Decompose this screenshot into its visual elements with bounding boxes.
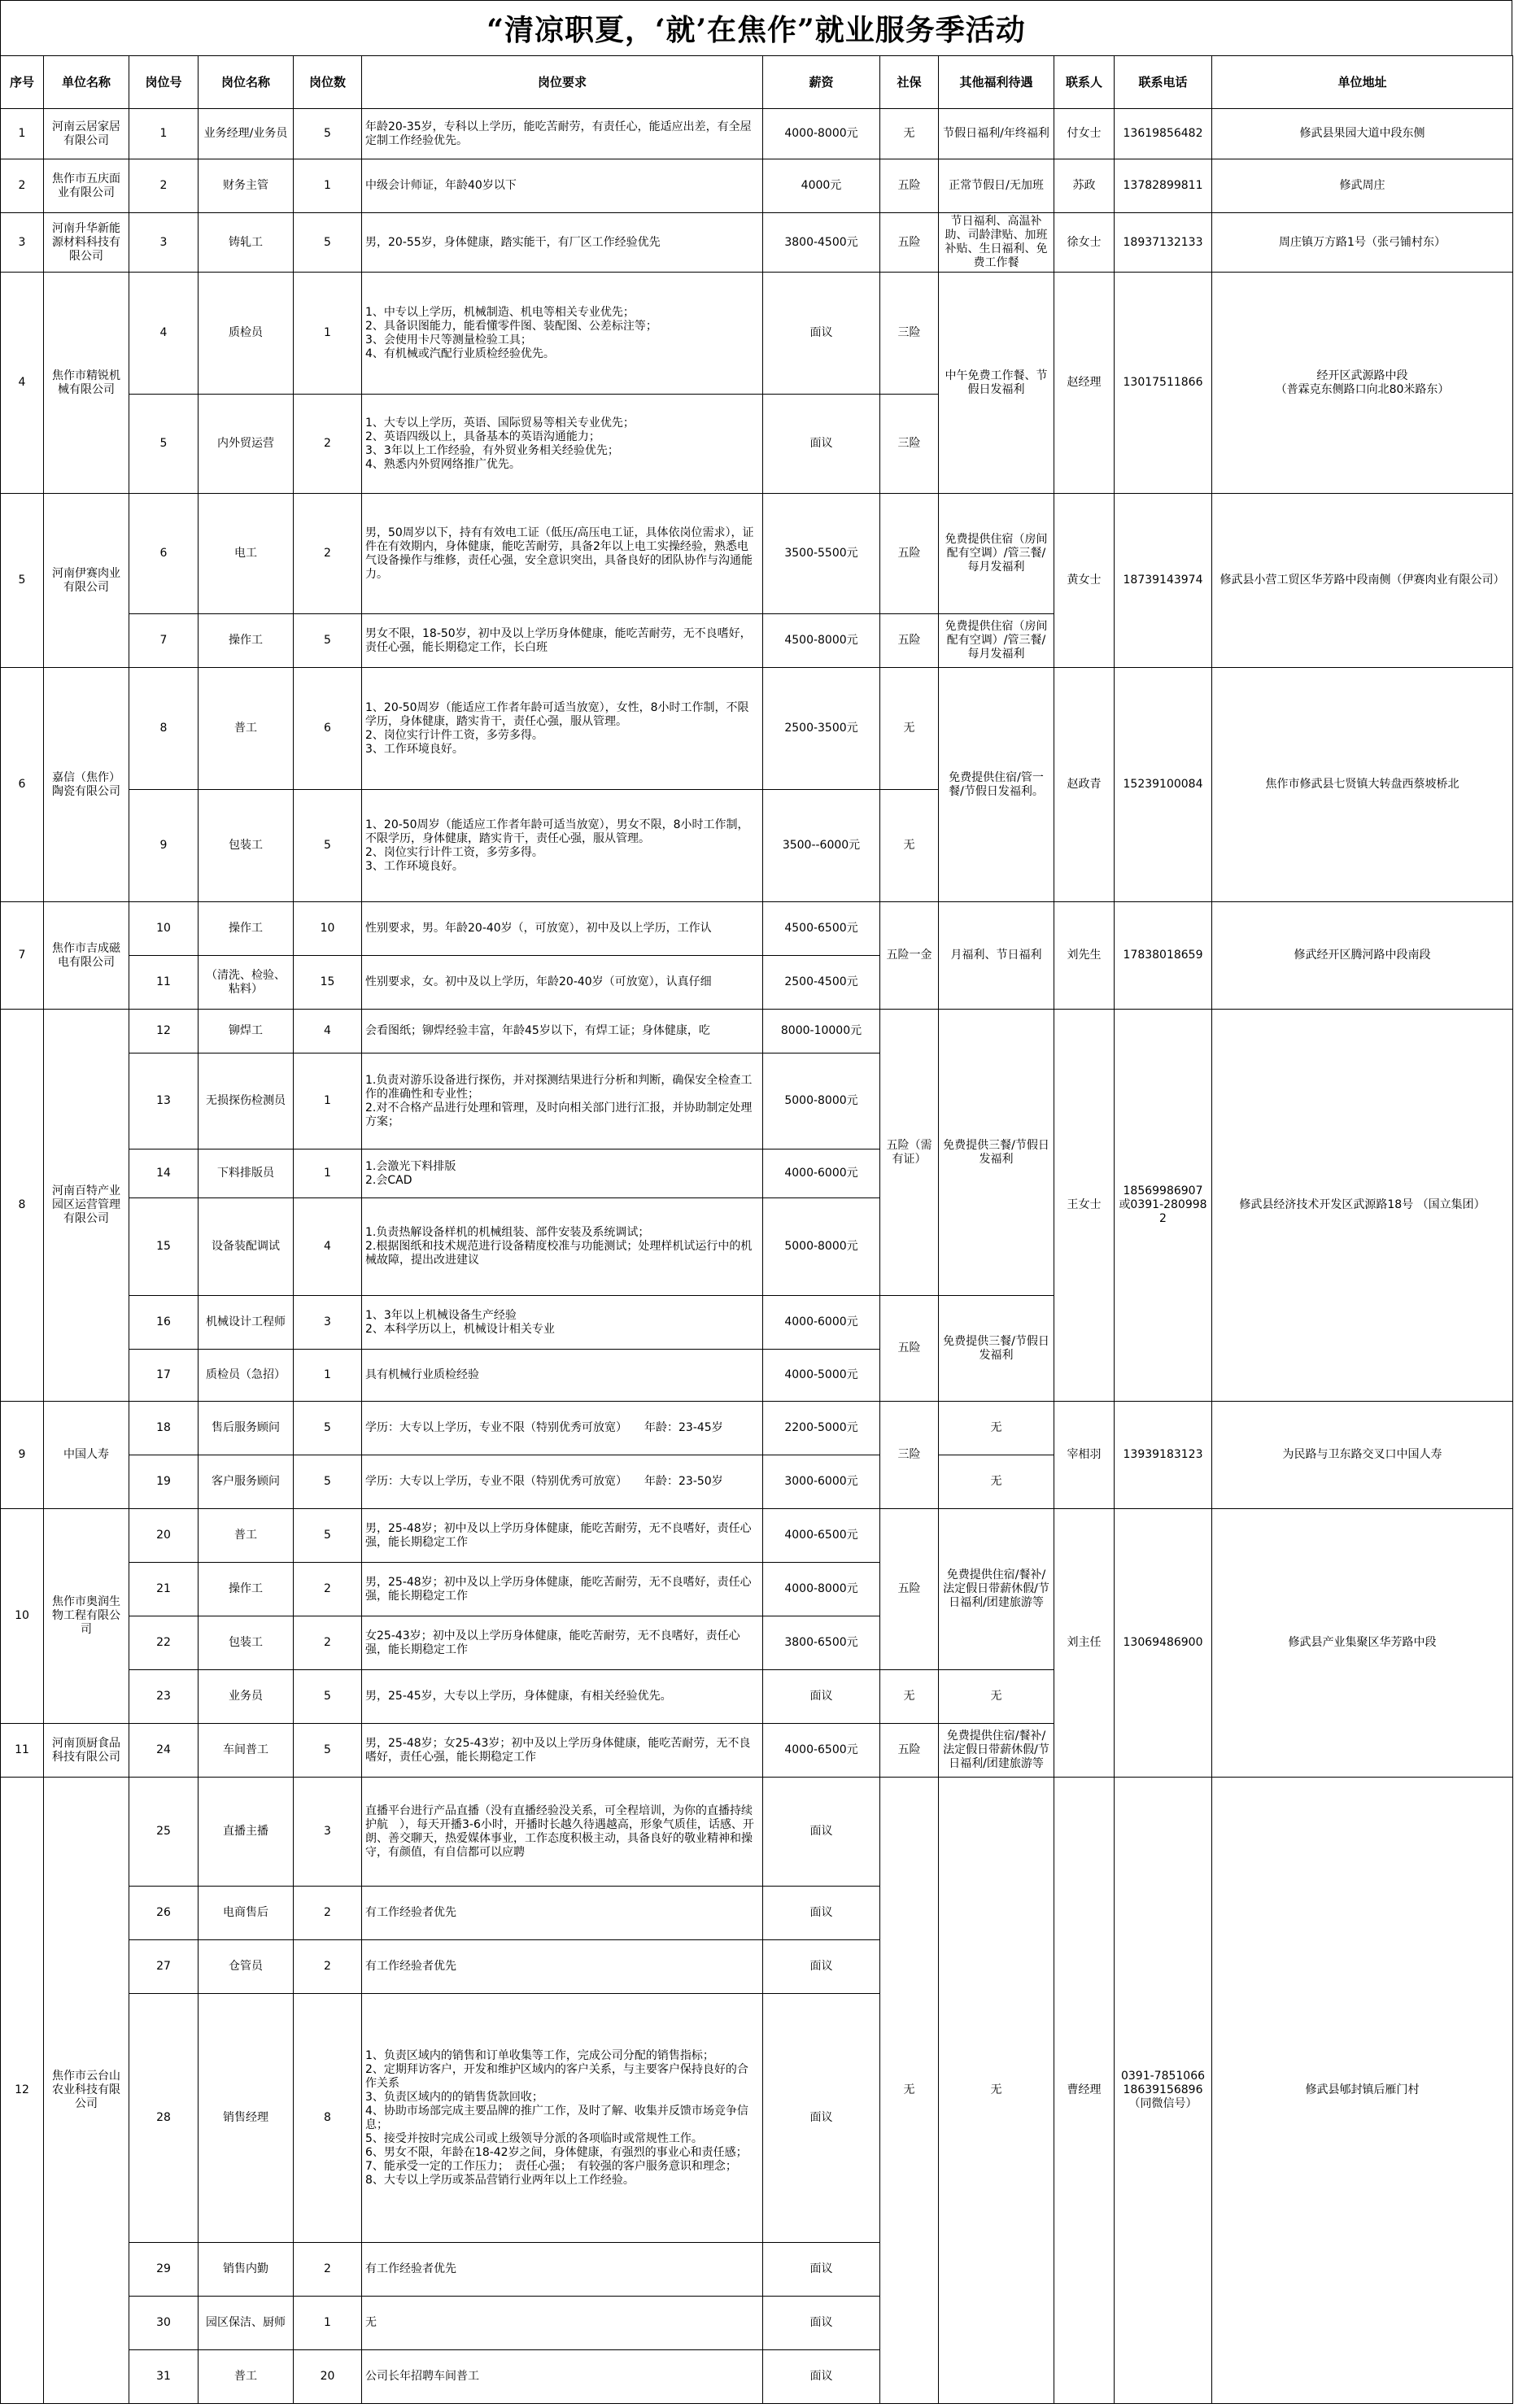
company-address: 修武县果园大道中段东侧 bbox=[1212, 109, 1513, 159]
job-salary: 面议 bbox=[763, 1670, 880, 1724]
job-salary: 3800-4500元 bbox=[763, 213, 880, 273]
job-title: 客户服务顾问 bbox=[199, 1455, 294, 1509]
job-requirement: 男，20-55岁，身体健康，踏实能干，有厂区工作经验优先 bbox=[362, 213, 763, 273]
job-requirement: 男，25-48岁；初中及以上学历身体健康，能吃苦耐劳，无不良嗜好，责任心强，能长期稳定工作 bbox=[362, 1563, 763, 1616]
job-id: 14 bbox=[129, 1149, 199, 1198]
company-no: 8 bbox=[1, 1010, 44, 1402]
job-requirement: 男女不限，18-50岁，初中及以上学历身体健康，能吃苦耐劳，无不良嗜好，责任心强，能长期稳定工作，长白班 bbox=[362, 614, 763, 668]
job-count: 10 bbox=[294, 902, 362, 956]
company-no: 7 bbox=[1, 902, 44, 1010]
header-cell: 单位地址 bbox=[1212, 56, 1513, 109]
company-address: 修武县小营工贸区华芳路中段南侧（伊赛肉业有限公司） bbox=[1212, 494, 1513, 668]
job-benefits: 无 bbox=[939, 1402, 1054, 1455]
job-id: 29 bbox=[129, 2243, 199, 2297]
company-address: 焦作市修武县七贤镇大转盘西蔡坡桥北 bbox=[1212, 668, 1513, 902]
job-benefits: 免费提供三餐/节假日发福利 bbox=[939, 1296, 1054, 1402]
page-title: “清凉职夏，‘就’在焦作”就业服务季活动 bbox=[0, 0, 1512, 56]
contact-phone: 17838018659 bbox=[1115, 902, 1212, 1010]
header-cell: 联系人 bbox=[1054, 56, 1115, 109]
job-salary: 4000-6500元 bbox=[763, 1724, 880, 1778]
job-title: 铆焊工 bbox=[199, 1010, 294, 1054]
contact-name: 徐女士 bbox=[1054, 213, 1115, 273]
company-name: 焦作市云台山农业科技有限公司 bbox=[44, 1778, 129, 2404]
header-cell: 单位名称 bbox=[44, 56, 129, 109]
job-social: 三险 bbox=[880, 1402, 939, 1509]
table-row bbox=[1, 213, 1513, 273]
company-address: 修武县经济技术开发区武源路18号 （国立集团） bbox=[1212, 1010, 1513, 1402]
company-address: 经开区武源路中段 （普霖克东侧路口向北80米路东） bbox=[1212, 273, 1513, 494]
job-requirement: 有工作经验者优先 bbox=[362, 2243, 763, 2297]
job-count: 1 bbox=[294, 273, 362, 395]
job-count: 2 bbox=[294, 1940, 362, 1994]
job-title: 销售内勤 bbox=[199, 2243, 294, 2297]
job-requirement: 具有机械行业质检经验 bbox=[362, 1350, 763, 1402]
job-salary: 面议 bbox=[763, 273, 880, 395]
job-title: 车间普工 bbox=[199, 1724, 294, 1778]
job-id: 26 bbox=[129, 1887, 199, 1940]
job-count: 5 bbox=[294, 213, 362, 273]
job-title: 质检员 bbox=[199, 273, 294, 395]
job-title: 质检员（急招） bbox=[199, 1350, 294, 1402]
job-title: 机械设计工程师 bbox=[199, 1296, 294, 1350]
company-no: 5 bbox=[1, 494, 44, 668]
job-benefits: 免费提供住宿（房间配有空调）/管三餐/每月发福利 bbox=[939, 494, 1054, 614]
table-row bbox=[1, 902, 1513, 956]
job-title: （清洗、检验、粘料） bbox=[199, 956, 294, 1010]
company-no: 1 bbox=[1, 109, 44, 159]
job-requirement: 性别要求，女。初中及以上学历，年龄20-40岁（可放宽），认真仔细 bbox=[362, 956, 763, 1010]
job-title: 内外贸运营 bbox=[199, 395, 294, 494]
job-id: 10 bbox=[129, 902, 199, 956]
job-id: 20 bbox=[129, 1509, 199, 1563]
job-count: 1 bbox=[294, 1149, 362, 1198]
table-row bbox=[1, 494, 1513, 614]
contact-name: 曹经理 bbox=[1054, 1778, 1115, 2404]
company-address: 修武县产业集聚区华芳路中段 bbox=[1212, 1509, 1513, 1778]
job-social: 五险 bbox=[880, 614, 939, 668]
job-benefits: 免费提供住宿/管一餐/节假日发福利。 bbox=[939, 668, 1054, 902]
company-name: 中国人寿 bbox=[44, 1402, 129, 1509]
job-title: 园区保洁、厨师 bbox=[199, 2297, 294, 2350]
contact-name: 苏政 bbox=[1054, 159, 1115, 213]
job-benefits: 节日福利、高温补助、司龄津贴、加班补贴、生日福利、免费工作餐 bbox=[939, 213, 1054, 273]
job-salary: 5000-8000元 bbox=[763, 1198, 880, 1296]
company-no: 3 bbox=[1, 213, 44, 273]
job-salary: 8000-10000元 bbox=[763, 1010, 880, 1054]
header-cell: 岗位名称 bbox=[199, 56, 294, 109]
job-title: 电商售后 bbox=[199, 1887, 294, 1940]
job-salary: 3000-6000元 bbox=[763, 1455, 880, 1509]
job-count: 1 bbox=[294, 1054, 362, 1149]
job-social: 五险 bbox=[880, 159, 939, 213]
job-salary: 面议 bbox=[763, 1940, 880, 1994]
company-name: 焦作市吉成磁电有限公司 bbox=[44, 902, 129, 1010]
job-id: 4 bbox=[129, 273, 199, 395]
job-social: 无 bbox=[880, 790, 939, 902]
job-requirement: 中级会计师证，年龄40岁以下 bbox=[362, 159, 763, 213]
job-social: 三险 bbox=[880, 395, 939, 494]
company-name: 嘉信（焦作）陶瓷有限公司 bbox=[44, 668, 129, 902]
job-count: 2 bbox=[294, 1563, 362, 1616]
job-salary: 面议 bbox=[763, 1887, 880, 1940]
job-count: 5 bbox=[294, 790, 362, 902]
job-benefits: 免费提供三餐/节假日发福利 bbox=[939, 1010, 1054, 1296]
job-requirement: 学历：大专以上学历，专业不限（特别优秀可放宽） 年龄：23-50岁 bbox=[362, 1455, 763, 1509]
job-salary: 4000-8000元 bbox=[763, 109, 880, 159]
table-row bbox=[1, 159, 1513, 213]
contact-phone: 18569986907或0391-2809982 bbox=[1115, 1010, 1212, 1402]
job-salary: 4500-6500元 bbox=[763, 902, 880, 956]
table-row bbox=[1, 273, 1513, 395]
contact-phone: 13939183123 bbox=[1115, 1402, 1212, 1509]
job-title: 无损探伤检测员 bbox=[199, 1054, 294, 1149]
job-salary: 面议 bbox=[763, 2297, 880, 2350]
job-benefits: 免费提供住宿/餐补/法定假日带薪休假/节日福利/团建旅游等 bbox=[939, 1724, 1054, 1778]
job-count: 4 bbox=[294, 1198, 362, 1296]
job-id: 11 bbox=[129, 956, 199, 1010]
job-requirement: 1、中专以上学历，机械制造、机电等相关专业优先； 2、具备识图能力，能看懂零件图、装配图、公差标注等； 3、会使用卡尺等测量检验工具； 4、有机械或汽配行业质检经验优先。 bbox=[362, 273, 763, 395]
company-name: 河南伊赛肉业有限公司 bbox=[44, 494, 129, 668]
job-requirement: 男，25-45岁，大专以上学历，身体健康，有相关经验优先。 bbox=[362, 1670, 763, 1724]
job-requirement: 女25-43岁；初中及以上学历身体健康，能吃苦耐劳，无不良嗜好，责任心强，能长期稳定工作 bbox=[362, 1616, 763, 1670]
job-salary: 4000-6500元 bbox=[763, 1509, 880, 1563]
job-count: 2 bbox=[294, 494, 362, 614]
company-address: 修武县郇封镇后雁门村 bbox=[1212, 1778, 1513, 2404]
job-id: 17 bbox=[129, 1350, 199, 1402]
job-id: 1 bbox=[129, 109, 199, 159]
job-count: 5 bbox=[294, 614, 362, 668]
job-count: 1 bbox=[294, 159, 362, 213]
job-salary: 3500--6000元 bbox=[763, 790, 880, 902]
job-benefits: 节假日福利/年终福利 bbox=[939, 109, 1054, 159]
job-id: 19 bbox=[129, 1455, 199, 1509]
job-requirement: 1、20-50周岁（能适应工作者年龄可适当放宽），男女不限，8小时工作制，不限学历，身体健康，踏实肯干，责任心强，服从管理。 2、岗位实行计件工资，多劳多得。 3、工作环境良好。 bbox=[362, 790, 763, 902]
job-title: 设备装配调试 bbox=[199, 1198, 294, 1296]
job-salary: 面议 bbox=[763, 2243, 880, 2297]
contact-name: 刘先生 bbox=[1054, 902, 1115, 1010]
contact-name: 王女士 bbox=[1054, 1010, 1115, 1402]
header-cell: 联系电话 bbox=[1115, 56, 1212, 109]
job-salary: 2500-4500元 bbox=[763, 956, 880, 1010]
job-benefits: 免费提供住宿/餐补/法定假日带薪休假/节日福利/团建旅游等 bbox=[939, 1509, 1054, 1670]
job-requirement: 1、20-50周岁（能适应工作者年龄可适当放宽），女性，8小时工作制，不限学历，身体健康，踏实肯干，责任心强，服从管理。 2、岗位实行计件工资，多劳多得。 3、工作环境良好。 bbox=[362, 668, 763, 790]
contact-name: 付女士 bbox=[1054, 109, 1115, 159]
job-id: 8 bbox=[129, 668, 199, 790]
job-count: 5 bbox=[294, 109, 362, 159]
company-name: 河南云居家居有限公司 bbox=[44, 109, 129, 159]
contact-phone: 18739143974 bbox=[1115, 494, 1212, 668]
company-no: 2 bbox=[1, 159, 44, 213]
table-row bbox=[1, 1778, 1513, 1887]
job-id: 23 bbox=[129, 1670, 199, 1724]
job-title: 销售经理 bbox=[199, 1994, 294, 2243]
job-requirement: 1.会激光下料排版 2.会CAD bbox=[362, 1149, 763, 1198]
job-id: 25 bbox=[129, 1778, 199, 1887]
job-salary: 4000-5000元 bbox=[763, 1350, 880, 1402]
company-no: 11 bbox=[1, 1724, 44, 1778]
job-benefits: 中午免费工作餐、节假日发福利 bbox=[939, 273, 1054, 494]
company-address: 修武经开区腾河路中段南段 bbox=[1212, 902, 1513, 1010]
job-id: 9 bbox=[129, 790, 199, 902]
job-requirement: 性别要求，男。年龄20-40岁（，可放宽），初中及以上学历，工作认 bbox=[362, 902, 763, 956]
company-name: 焦作市奥润生物工程有限公司 bbox=[44, 1509, 129, 1724]
job-title: 直播主播 bbox=[199, 1778, 294, 1887]
job-salary: 面议 bbox=[763, 1778, 880, 1887]
company-address: 修武周庄 bbox=[1212, 159, 1513, 213]
contact-name: 赵经理 bbox=[1054, 273, 1115, 494]
contact-phone: 13619856482 bbox=[1115, 109, 1212, 159]
job-requirement: 无 bbox=[362, 2297, 763, 2350]
job-requirement: 1、大专以上学历，英语、国际贸易等相关专业优先； 2、英语四级以上，具备基本的英语沟通能力； 3、3年以上工作经验，有外贸业务相关经验优先； 4、熟悉内外贸网络推广优先。 bbox=[362, 395, 763, 494]
job-id: 16 bbox=[129, 1296, 199, 1350]
job-count: 5 bbox=[294, 1402, 362, 1455]
job-id: 13 bbox=[129, 1054, 199, 1149]
job-social: 五险 bbox=[880, 1724, 939, 1778]
company-no: 10 bbox=[1, 1509, 44, 1724]
job-count: 4 bbox=[294, 1010, 362, 1054]
contact-name: 宰相羽 bbox=[1054, 1402, 1115, 1509]
job-benefits: 无 bbox=[939, 1778, 1054, 2404]
job-title: 下料排版员 bbox=[199, 1149, 294, 1198]
job-count: 8 bbox=[294, 1994, 362, 2243]
job-requirement: 男，25-48岁；女25-43岁；初中及以上学历身体健康，能吃苦耐劳，无不良嗜好，责任心强，能长期稳定工作 bbox=[362, 1724, 763, 1778]
header-row bbox=[1, 56, 1513, 109]
job-title: 包装工 bbox=[199, 790, 294, 902]
header-cell: 岗位数 bbox=[294, 56, 362, 109]
job-id: 27 bbox=[129, 1940, 199, 1994]
table-row bbox=[1, 1010, 1513, 1054]
job-salary: 面议 bbox=[763, 2350, 880, 2404]
job-id: 28 bbox=[129, 1994, 199, 2243]
job-count: 5 bbox=[294, 1455, 362, 1509]
job-count: 20 bbox=[294, 2350, 362, 2404]
job-count: 2 bbox=[294, 1616, 362, 1670]
job-requirement: 1、负责区域内的销售和订单收集等工作，完成公司分配的销售指标； 2、定期拜访客户，开发和维护区域内的客户关系，与主要客户保持良好的合作关系 3、负责区域内的的销售货款回收； 4、协助市场部完成主要品牌的推广工作，及时了解、收集并反馈市场竞争信息； 5、接受并按时完成公司或上级领导分派的各项临时或常规性工作。 6、男女不限，年龄在18-42岁之间，身体健康，有强烈的事业心和责任感； 7、能承受一定的工作压力； 责任心强； 有较强的客户服务意识和理念； 8、大专以上学历或茶品营销行业两年以上工作经验。 bbox=[362, 1994, 763, 2243]
company-name: 河南升华新能源材料科技有限公司 bbox=[44, 213, 129, 273]
contact-name: 刘主任 bbox=[1054, 1509, 1115, 1778]
job-id: 18 bbox=[129, 1402, 199, 1455]
job-social: 五险 bbox=[880, 1296, 939, 1402]
job-requirement: 有工作经验者优先 bbox=[362, 1887, 763, 1940]
job-social: 五险（需有证） bbox=[880, 1010, 939, 1296]
job-id: 3 bbox=[129, 213, 199, 273]
job-title: 操作工 bbox=[199, 902, 294, 956]
contact-phone: 13069486900 bbox=[1115, 1509, 1212, 1778]
job-salary: 5000-8000元 bbox=[763, 1054, 880, 1149]
company-no: 4 bbox=[1, 273, 44, 494]
job-salary: 4500-8000元 bbox=[763, 614, 880, 668]
company-name: 河南百特产业园区运营管理有限公司 bbox=[44, 1010, 129, 1402]
header-cell: 岗位要求 bbox=[362, 56, 763, 109]
header-cell: 岗位号 bbox=[129, 56, 199, 109]
job-social: 无 bbox=[880, 1778, 939, 2404]
job-title: 操作工 bbox=[199, 1563, 294, 1616]
table-row bbox=[1, 1509, 1513, 1563]
job-benefits: 月福利、节日福利 bbox=[939, 902, 1054, 1010]
company-no: 12 bbox=[1, 1778, 44, 2404]
job-social: 五险一金 bbox=[880, 902, 939, 1010]
job-salary: 3800-6500元 bbox=[763, 1616, 880, 1670]
job-requirement: 公司长年招聘车间普工 bbox=[362, 2350, 763, 2404]
company-address: 为民路与卫东路交叉口中国人寿 bbox=[1212, 1402, 1513, 1509]
job-count: 5 bbox=[294, 1724, 362, 1778]
job-requirement: 男，25-48岁；初中及以上学历身体健康，能吃苦耐劳，无不良嗜好，责任心强，能长期稳定工作 bbox=[362, 1509, 763, 1563]
job-id: 15 bbox=[129, 1198, 199, 1296]
job-requirement: 直播平台进行产品直播（没有直播经验没关系，可全程培训，为你的直播持续护航 ），每天开播3-6小时，开播时长越久待遇越高，形象气质佳，话感、开朗、善交聊天，热爱媒体事业，工作态度积极主动，具备良好的敬业精神和操守，有颜值，有自信都可以应聘 bbox=[362, 1778, 763, 1887]
job-social: 五险 bbox=[880, 213, 939, 273]
job-count: 1 bbox=[294, 2297, 362, 2350]
job-title: 普工 bbox=[199, 1509, 294, 1563]
job-requirement: 学历：大专以上学历，专业不限（特别优秀可放宽） 年龄：23-45岁 bbox=[362, 1402, 763, 1455]
table-row bbox=[1, 1402, 1513, 1455]
job-salary: 面议 bbox=[763, 395, 880, 494]
job-count: 1 bbox=[294, 1350, 362, 1402]
jobs-table bbox=[0, 55, 1513, 2404]
job-count: 5 bbox=[294, 1670, 362, 1724]
contact-name: 赵政青 bbox=[1054, 668, 1115, 902]
job-count: 5 bbox=[294, 1509, 362, 1563]
job-salary: 2500-3500元 bbox=[763, 668, 880, 790]
job-title: 电工 bbox=[199, 494, 294, 614]
job-id: 5 bbox=[129, 395, 199, 494]
company-no: 9 bbox=[1, 1402, 44, 1509]
contact-phone: 0391-7851066 18639156896（同微信号） bbox=[1115, 1778, 1212, 2404]
job-count: 2 bbox=[294, 2243, 362, 2297]
job-id: 21 bbox=[129, 1563, 199, 1616]
contact-phone: 18937132133 bbox=[1115, 213, 1212, 273]
job-requirement: 男，50周岁以下，持有有效电工证（低压/高压电工证，具体依岗位需求），证件在有效期内，身体健康，能吃苦耐劳，具备2年以上电工实操经验，熟悉电气设备操作与维修，责任心强，安全意识突出，具备良好的团队协作与沟通能力。 bbox=[362, 494, 763, 614]
job-title: 操作工 bbox=[199, 614, 294, 668]
company-name: 河南顶厨食品科技有限公司 bbox=[44, 1724, 129, 1778]
job-title: 铸轧工 bbox=[199, 213, 294, 273]
job-title: 业务员 bbox=[199, 1670, 294, 1724]
job-id: 2 bbox=[129, 159, 199, 213]
table-row bbox=[1, 668, 1513, 790]
job-count: 3 bbox=[294, 1778, 362, 1887]
job-count: 15 bbox=[294, 956, 362, 1010]
job-title: 普工 bbox=[199, 668, 294, 790]
job-social: 五险 bbox=[880, 494, 939, 614]
job-requirement: 年龄20-35岁，专科以上学历，能吃苦耐劳，有责任心，能适应出差，有全屋定制工作经验优先。 bbox=[362, 109, 763, 159]
header-cell: 其他福利待遇 bbox=[939, 56, 1054, 109]
job-requirement: 1.负责对游乐设备进行探伤，并对探测结果进行分析和判断，确保安全检查工作的准确性和专业性； 2.对不合格产品进行处理和管理，及时向相关部门进行汇报，并协助制定处理方案； bbox=[362, 1054, 763, 1149]
contact-name: 黄女士 bbox=[1054, 494, 1115, 668]
job-title: 业务经理/业务员 bbox=[199, 109, 294, 159]
job-requirement: 1.负责热解设备样机的机械组装、部件安装及系统调试； 2.根据图纸和技术规范进行设备精度校准与功能测试；处理样机试运行中的机械故障，提出改进建议 bbox=[362, 1198, 763, 1296]
job-title: 包装工 bbox=[199, 1616, 294, 1670]
job-id: 22 bbox=[129, 1616, 199, 1670]
job-benefits: 无 bbox=[939, 1670, 1054, 1724]
job-id: 7 bbox=[129, 614, 199, 668]
job-requirement: 1、3年以上机械设备生产经验 2、本科学历以上，机械设计相关专业 bbox=[362, 1296, 763, 1350]
job-salary: 4000-6000元 bbox=[763, 1149, 880, 1198]
job-count: 2 bbox=[294, 1887, 362, 1940]
contact-phone: 15239100084 bbox=[1115, 668, 1212, 902]
contact-phone: 13017511866 bbox=[1115, 273, 1212, 494]
job-id: 30 bbox=[129, 2297, 199, 2350]
job-salary: 4000-8000元 bbox=[763, 1563, 880, 1616]
contact-phone: 13782899811 bbox=[1115, 159, 1212, 213]
job-title: 仓管员 bbox=[199, 1940, 294, 1994]
header-cell: 序号 bbox=[1, 56, 44, 109]
job-salary: 面议 bbox=[763, 1994, 880, 2243]
job-count: 6 bbox=[294, 668, 362, 790]
job-salary: 4000-6000元 bbox=[763, 1296, 880, 1350]
job-requirement: 有工作经验者优先 bbox=[362, 1940, 763, 1994]
company-no: 6 bbox=[1, 668, 44, 902]
job-id: 31 bbox=[129, 2350, 199, 2404]
job-social: 三险 bbox=[880, 273, 939, 395]
job-benefits: 免费提供住宿（房间配有空调）/管三餐/每月发福利 bbox=[939, 614, 1054, 668]
job-count: 2 bbox=[294, 395, 362, 494]
job-social: 无 bbox=[880, 109, 939, 159]
job-salary: 4000元 bbox=[763, 159, 880, 213]
job-salary: 3500-5500元 bbox=[763, 494, 880, 614]
table-row bbox=[1, 109, 1513, 159]
job-salary: 2200-5000元 bbox=[763, 1402, 880, 1455]
job-benefits: 正常节假日/无加班 bbox=[939, 159, 1054, 213]
company-address: 周庄镇万方路1号（张弓铺村东） bbox=[1212, 213, 1513, 273]
company-name: 焦作市精锐机械有限公司 bbox=[44, 273, 129, 494]
job-social: 五险 bbox=[880, 1509, 939, 1670]
job-requirement: 会看图纸；铆焊经验丰富，年龄45岁以下，有焊工证；身体健康，吃 bbox=[362, 1010, 763, 1054]
job-id: 24 bbox=[129, 1724, 199, 1778]
job-social: 无 bbox=[880, 668, 939, 790]
job-title: 普工 bbox=[199, 2350, 294, 2404]
header-cell: 薪资 bbox=[763, 56, 880, 109]
job-count: 3 bbox=[294, 1296, 362, 1350]
job-id: 6 bbox=[129, 494, 199, 614]
header-cell: 社保 bbox=[880, 56, 939, 109]
job-benefits: 无 bbox=[939, 1455, 1054, 1509]
job-title: 售后服务顾问 bbox=[199, 1402, 294, 1455]
job-id: 12 bbox=[129, 1010, 199, 1054]
company-name: 焦作市五庆面业有限公司 bbox=[44, 159, 129, 213]
job-social: 无 bbox=[880, 1670, 939, 1724]
job-title: 财务主管 bbox=[199, 159, 294, 213]
